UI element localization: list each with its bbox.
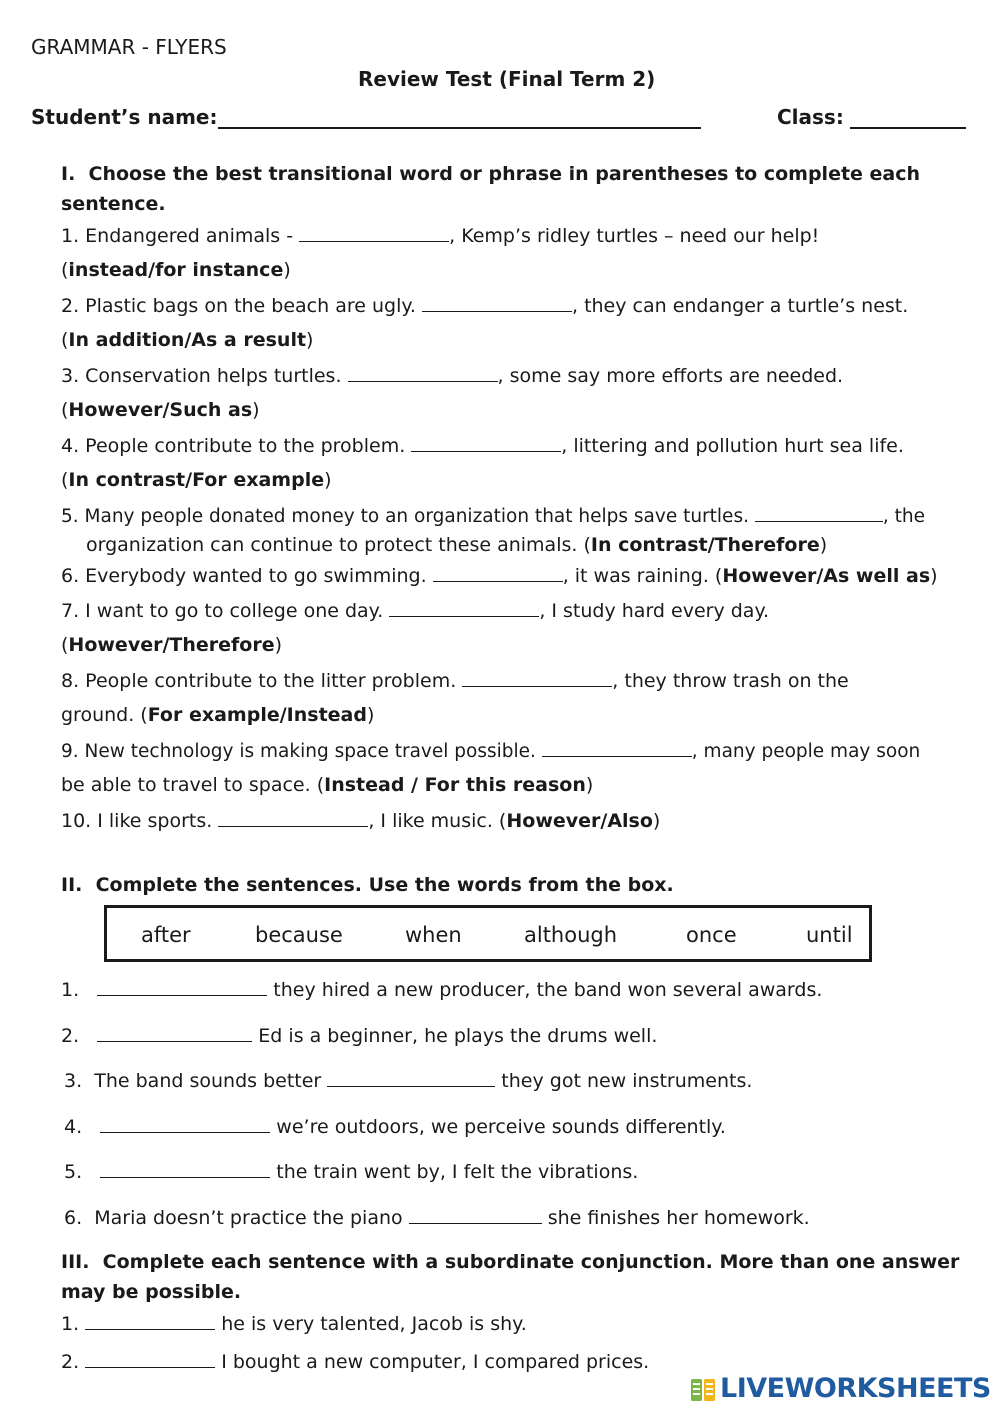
class-label: Class: <box>777 105 844 129</box>
section2-heading-text: Complete the sentences. Use the words from the box. <box>95 874 674 896</box>
answer-blank[interactable] <box>85 1312 215 1330</box>
s1-item-10: 10. I like sports. , I like music. (However/Also) <box>61 810 661 832</box>
section3-number: III. <box>61 1251 90 1273</box>
section1-heading-line1: Choose the best transitional word or phrase in parentheses to complete each <box>88 163 921 185</box>
section3-heading <box>61 1251 959 1273</box>
word-box-item: when <box>405 923 462 947</box>
word-box-item: after <box>141 923 191 947</box>
s1-item-5: 5. Many people donated money to an organization that helps save turtles. , the <box>61 506 925 527</box>
s1-item-9: 9. New technology is making space travel possible. , many people may soon <box>61 741 921 762</box>
answer-blank[interactable] <box>462 669 612 687</box>
answer-blank[interactable] <box>100 1160 270 1178</box>
answer-blank[interactable] <box>542 739 692 757</box>
s1-item-2-options: (In addition/As a result) <box>61 329 314 351</box>
test-title: Review Test (Final Term 2) <box>358 67 656 91</box>
word-box-item: until <box>806 923 853 947</box>
answer-blank[interactable] <box>348 364 498 382</box>
s1-item-2: 2. Plastic bags on the beach are ugly. , they can endanger a turtle’s nest. <box>61 295 909 317</box>
answer-blank[interactable] <box>85 1350 215 1368</box>
section1-number: I. <box>61 163 76 185</box>
student-name-label: Student’s name: <box>31 105 218 129</box>
answer-blank[interactable] <box>299 224 449 242</box>
s2-item-4: 4. we’re outdoors, we perceive sounds differently. <box>64 1116 726 1138</box>
student-name-field[interactable] <box>218 106 701 129</box>
s1-item-1-options: (instead/for instance) <box>61 259 291 281</box>
s1-item-4: 4. People contribute to the problem. , littering and pollution hurt sea life. <box>61 435 904 457</box>
word-box-item: once <box>686 923 737 947</box>
answer-blank[interactable] <box>755 504 883 522</box>
liveworksheets-icon <box>690 1377 716 1403</box>
section3-heading-line1: Complete each sentence with a subordinate conjunction. More than one answer <box>102 1251 960 1273</box>
s2-item-3: 3. The band sounds better they got new instruments. <box>64 1070 753 1092</box>
answer-blank[interactable] <box>389 599 539 617</box>
answer-blank[interactable] <box>97 1024 252 1042</box>
s1-item-7-options: (However/Therefore) <box>61 634 283 656</box>
s1-item-3-options: (However/Such as) <box>61 399 260 421</box>
s1-item-4-options: (In contrast/For example) <box>61 469 332 491</box>
s1-item-3: 3. Conservation helps turtles. , some say more efforts are needed. <box>61 365 844 387</box>
answer-blank[interactable] <box>97 978 267 996</box>
class-field[interactable] <box>850 106 966 129</box>
logo-text: LIVEWORKSHEETS <box>720 1373 991 1404</box>
answer-blank[interactable] <box>433 564 563 582</box>
answer-blank[interactable] <box>100 1115 270 1133</box>
s1-item-7: 7. I want to go to college one day. , I study hard every day. <box>61 600 770 622</box>
s1-item-8-line2: ground. (For example/Instead) <box>61 704 375 726</box>
answer-blank[interactable] <box>409 1206 542 1224</box>
s3-item-2: 2. I bought a new computer, I compared prices. <box>61 1351 650 1373</box>
s2-item-2: 2. Ed is a beginner, he plays the drums well. <box>61 1025 658 1047</box>
section1-heading-line2: sentence. <box>61 193 166 215</box>
s1-item-6: 6. Everybody wanted to go swimming. , it was raining. (However/As well as) <box>61 565 938 587</box>
section1-heading <box>61 163 920 185</box>
s2-item-5: 5. the train went by, I felt the vibrations. <box>64 1161 639 1183</box>
answer-blank[interactable] <box>422 294 572 312</box>
s1-item-5-line2: organization can continue to protect these animals. (In contrast/Therefore) <box>86 534 828 556</box>
section2-heading <box>61 874 674 896</box>
answer-blank[interactable] <box>411 434 561 452</box>
grammar-level: GRAMMAR - FLYERS <box>31 35 227 59</box>
word-box-item: although <box>524 923 618 947</box>
word-box-item: because <box>255 923 343 947</box>
section2-number: II. <box>61 874 83 896</box>
s2-item-6: 6. Maria doesn’t practice the piano she finishes her homework. <box>64 1207 810 1229</box>
answer-blank[interactable] <box>218 809 368 827</box>
s2-item-1: 1. they hired a new producer, the band won several awards. <box>61 979 823 1001</box>
s1-item-1: 1. Endangered animals - , Kemp’s ridley turtles – need our help! <box>61 225 820 247</box>
section3-heading-line2: may be possible. <box>61 1281 242 1303</box>
answer-blank[interactable] <box>327 1069 495 1087</box>
s3-item-1: 1. he is very talented, Jacob is shy. <box>61 1313 527 1335</box>
s1-item-9-line2: be able to travel to space. (Instead / For this reason) <box>61 774 594 796</box>
word-box <box>104 905 872 962</box>
s1-item-8: 8. People contribute to the litter problem. , they throw trash on the <box>61 670 849 692</box>
